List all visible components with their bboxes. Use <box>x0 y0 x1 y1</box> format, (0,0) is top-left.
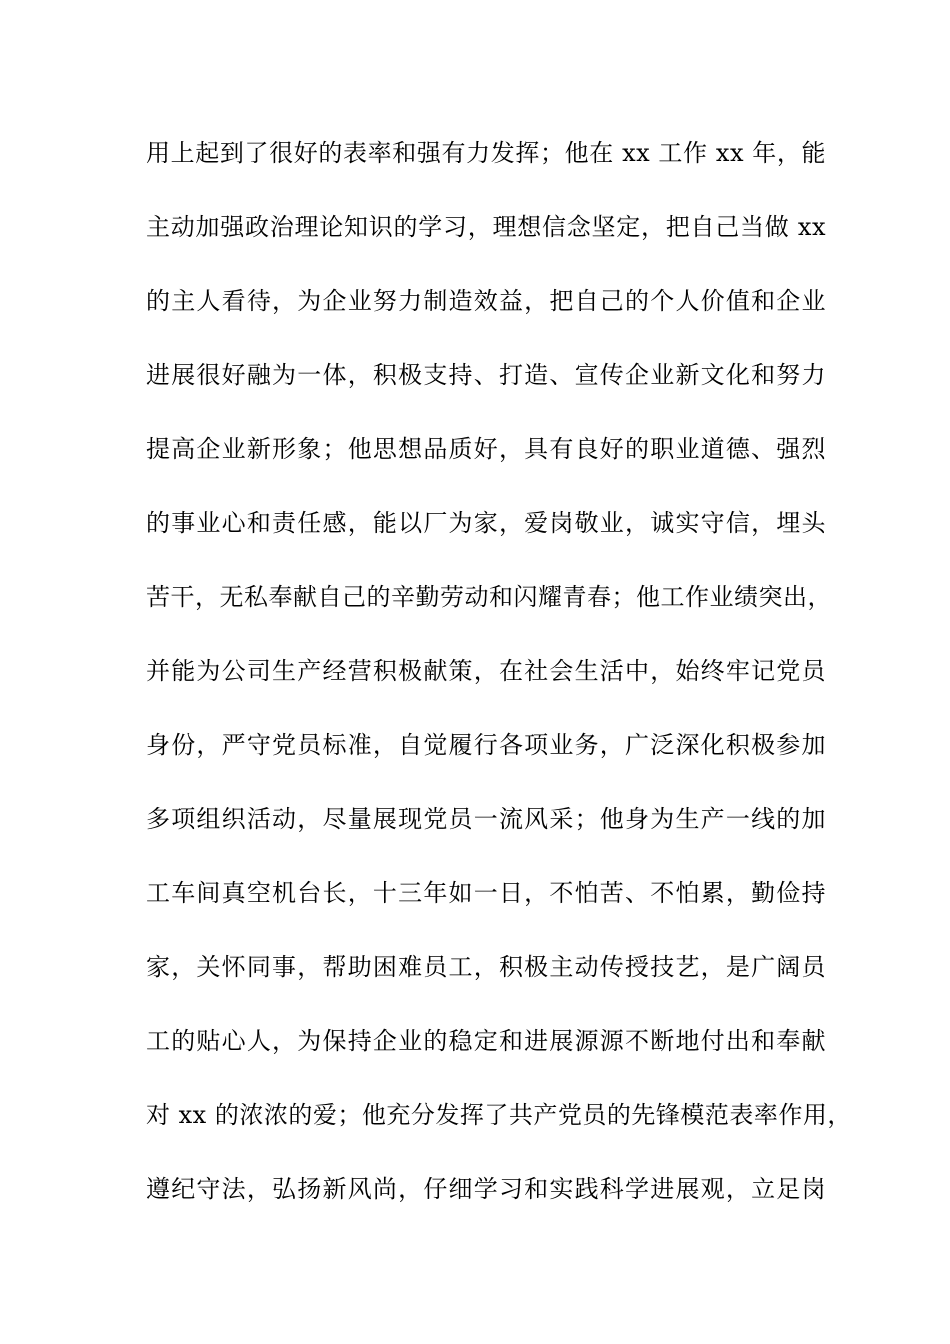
text-line: 用上起到了很好的表率和强有力发挥；他在 xx 工作 xx 年，能 <box>146 139 826 167</box>
text-line: 身份，严守党员标准，自觉履行各项业务，广泛深化积极参加 <box>146 731 826 759</box>
text-line: 工的贴心人，为保持企业的稳定和进展源源不断地付出和奉献 <box>146 1027 826 1055</box>
text-line: 对 xx 的浓浓的爱；他充分发挥了共产党员的先锋模范表率作用， <box>146 1101 852 1129</box>
text-line: 遵纪守法，弘扬新风尚，仔细学习和实践科学进展观，立足岗 <box>146 1175 826 1203</box>
text-line: 工车间真空机台长，十三年如一日，不怕苦、不怕累，勤俭持 <box>146 879 826 907</box>
text-line: 的主人看待，为企业努力制造效益，把自己的个人价值和企业 <box>146 287 826 315</box>
text-line: 的事业心和责任感，能以厂为家，爱岗敬业，诚实守信，埋头 <box>146 509 826 537</box>
text-line: 家，关怀同事，帮助困难员工，积极主动传授技艺，是广阔员 <box>146 953 826 981</box>
text-line: 提高企业新形象；他思想品质好，具有良好的职业道德、强烈 <box>146 435 826 463</box>
text-line: 苦干，无私奉献自己的辛勤劳动和闪耀青春；他工作业绩突出， <box>146 583 832 611</box>
text-line: 多项组织活动，尽量展现党员一流风采；他身为生产一线的加 <box>146 805 826 833</box>
text-line: 进展很好融为一体，积极支持、打造、宣传企业新文化和努力 <box>146 361 826 389</box>
text-line: 主动加强政治理论知识的学习，理想信念坚定，把自己当做 xx <box>146 213 826 241</box>
body-paragraph <box>146 131 852 1241</box>
text-line: 并能为公司生产经营积极献策，在社会生活中，始终牢记党员 <box>146 657 826 685</box>
